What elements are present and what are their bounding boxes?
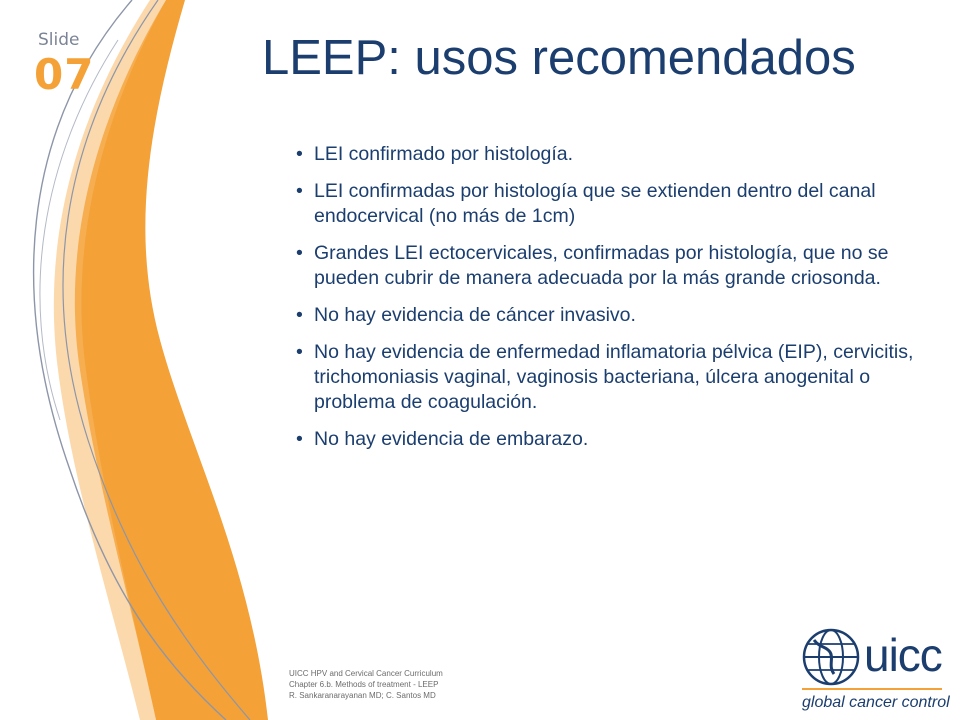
bullet-item <box>296 142 946 167</box>
bullet-dot: • <box>296 304 303 326</box>
bullet-item <box>296 340 946 415</box>
bullet-dot: • <box>296 242 303 264</box>
bullet-item <box>296 179 946 229</box>
footer-credits <box>289 668 443 701</box>
slide-label: Slide <box>38 30 80 50</box>
bullet-text: LEI confirmadas por histología que se extienden dentro del canal endocervical (no más de 1cm) <box>314 180 876 227</box>
bullet-item <box>296 241 946 291</box>
globe-icon <box>800 626 862 688</box>
footer-line: Chapter 6.b. Methods of treatment - LEEP <box>289 680 439 689</box>
footer-line: UICC HPV and Cervical Cancer Curriculum <box>289 669 443 678</box>
logo-tagline: global cancer control <box>802 694 950 711</box>
bullet-text: LEI confirmado por histología. <box>314 143 574 165</box>
bullet-dot: • <box>296 180 303 202</box>
logo-divider <box>802 688 942 690</box>
bullet-item <box>296 427 946 452</box>
slide-number: 07 <box>34 50 95 99</box>
bullet-dot: • <box>296 428 303 450</box>
footer-line: R. Sankaranarayanan MD; C. Santos MD <box>289 691 436 700</box>
bullet-text: Grandes LEI ectocervicales, confirmadas por histología, que no se pueden cubrir de manera adecuada por la más grande criosonda. <box>314 242 889 289</box>
bullet-list <box>296 142 946 464</box>
bullet-dot: • <box>296 143 303 165</box>
bullet-dot: • <box>296 341 303 363</box>
bullet-item <box>296 303 946 328</box>
logo-wordmark: uicc <box>864 629 942 681</box>
bullet-text: No hay evidencia de embarazo. <box>314 428 589 450</box>
bullet-text: No hay evidencia de cáncer invasivo. <box>314 304 636 326</box>
uicc-logo <box>800 622 950 717</box>
slide-title: LEEP: usos recomendados <box>262 31 856 85</box>
bullet-text: No hay evidencia de enfermedad inflamatoria pélvica (EIP), cervicitis, trichomoniasis vaginal, vaginosis bacteriana, úlcera anogenital o problema de coagulación. <box>314 341 914 413</box>
